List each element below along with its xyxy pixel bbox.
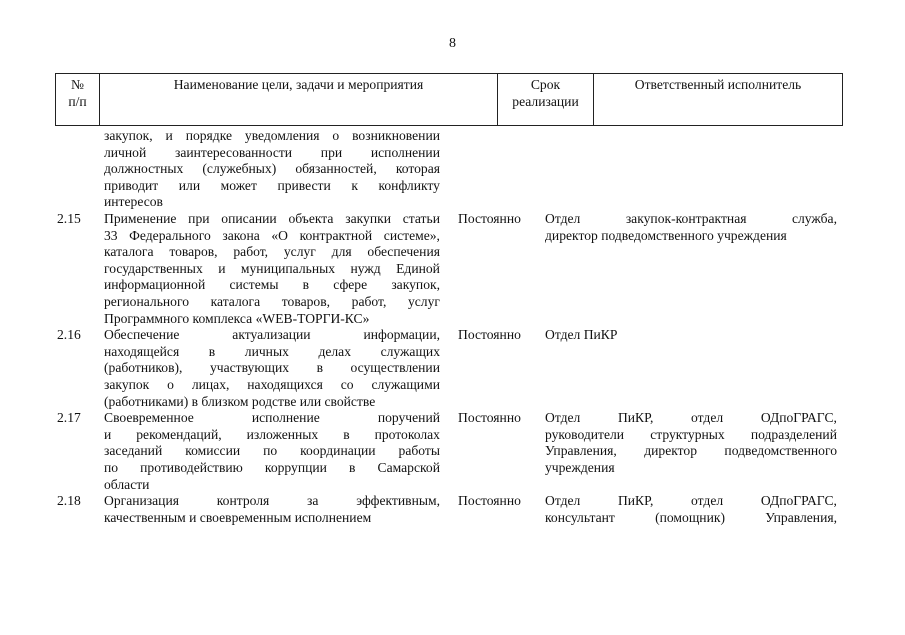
table-row [0,493,905,526]
table-row [0,128,905,211]
row-task-line: заседаний комиссии по координации работы [104,443,440,459]
row-responsible-line: руководители структурных подразделений [545,426,837,442]
row-number: 2.16 [57,327,81,343]
row-task-line: закупок о лицах, находящихся со служащими [104,376,440,392]
row-task [104,327,440,410]
row-task-line: качественным и своевременным исполнением [104,509,372,525]
row-task-line: области [104,476,150,492]
row-task-line: приводит или может привести к конфликту [104,177,440,193]
table-row [0,211,905,327]
row-responsible-line: учреждения [545,459,615,475]
row-task-line: Программного комплекса «WEB-ТОРГИ-КС» [104,310,370,326]
row-task-line: информационной системы в сфере закупок, [104,277,440,293]
page-number: 8 [449,36,456,51]
header-col-responsible [593,74,842,125]
row-number: 2.17 [57,410,81,426]
row-task-line: регионального каталога товаров, работ, услуг [104,293,440,309]
header-col-task [99,74,497,125]
header-col-term [497,74,593,125]
row-task-line: личной заинтересованности при исполнении [104,144,440,160]
row-term: Постоянно [458,410,521,426]
header-col-number-line: № [71,77,84,92]
header-col-task-line: Наименование цели, задачи и мероприятия [173,77,424,92]
row-task [104,211,440,327]
row-task-line: 33 Федерального закона «О контрактной системе», [104,227,440,243]
row-task [104,128,440,211]
row-responsible [545,493,837,526]
row-task-line: и рекомендаций, изложенных в протоколах [104,426,440,442]
row-term: Постоянно [458,211,521,226]
row-responsible-line: Отдел ПиКР, отдел ОДпоГРАГС, [545,493,837,509]
row-task-line: Обеспечение актуализации информации, [104,327,440,343]
row-number: 2.15 [57,211,81,226]
table-row [0,410,905,493]
row-task [104,493,440,526]
row-task [104,410,440,493]
row-number: 2.18 [57,493,81,509]
header-col-number [56,74,99,125]
header-col-term-line: реализации [512,93,579,109]
row-responsible [545,410,837,476]
row-task-line: должностных (служебных) обязанностей, которая [104,161,440,177]
row-responsible-line: Отдел закупок-контрактная служба, [545,211,837,226]
row-responsible [545,327,837,344]
row-responsible-line: Отдел ПиКР, отдел ОДпоГРАГС, [545,410,837,426]
row-responsible-line: Отдел ПиКР [545,327,618,343]
row-task-line: Своевременное исполнение поручений [104,410,440,426]
row-responsible-line: директор подведомственного учреждения [545,227,787,243]
row-task-line: государственных и муниципальных нужд Единой [104,260,440,276]
row-task-line: каталога товаров, работ, услуг для обеспечения [104,244,440,260]
row-term: Постоянно [458,493,521,509]
row-task-line: находящейся в личных делах служащих [104,343,440,359]
row-task-line: Организация контроля за эффективным, [104,493,440,509]
header-col-term-line: Срок [530,77,561,92]
row-term: Постоянно [458,327,521,343]
header-col-responsible-line: Ответственный исполнитель [634,77,802,92]
table-body [0,128,905,526]
header-col-number-line: п/п [68,93,87,109]
table-header [55,73,843,126]
table-row [0,327,905,410]
row-task-line: (работников), участвующих в осуществлении [104,360,440,376]
row-task-line: закупок, и порядке уведомления о возникновении [104,128,440,143]
row-responsible-line: консультант (помощник) Управления, [545,509,837,525]
row-task-line: интересов [104,194,163,210]
row-responsible-line: Управления, директор подведомственного [545,443,837,459]
row-task-line: (работниками) в близком родстве или свойстве [104,393,376,409]
row-task-line: по противодействию коррупции в Самарской [104,459,440,475]
row-responsible [545,211,837,244]
row-task-line: Применение при описании объекта закупки статьи [104,211,440,226]
